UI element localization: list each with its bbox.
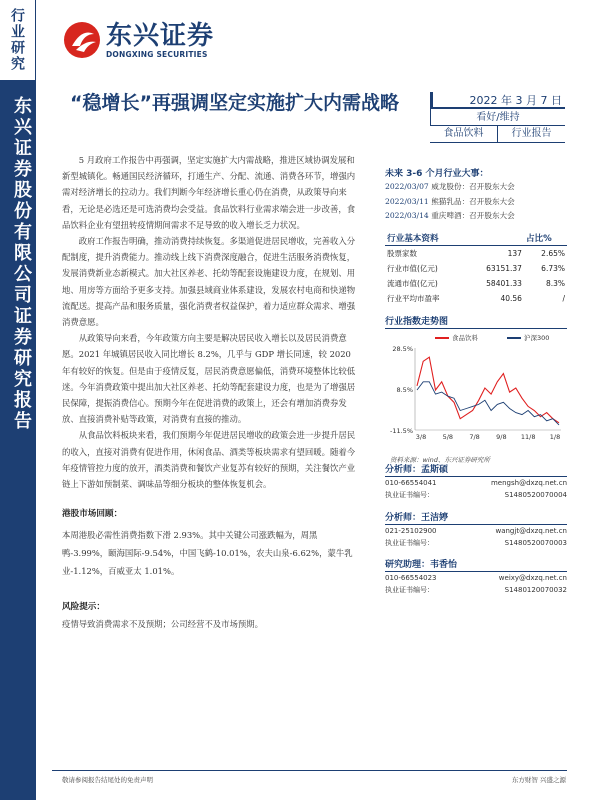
sidebar-label-box [0, 0, 36, 80]
paragraph: 政府工作报告明确，推动消费持续恢复。多渠道促进居民增收，完善收入分配制度，提升消费能力。推动线上线下消费深度融合，促进生活服务消费恢复，发展消费新业态新模式。加大社区养老、托幼等配套设施建设力度，在规划、用地、用房等方面给予更多支持。加强县域商业体系建设，发展农村电商和快递物流配送。提高产品和服务质量，强化消费者权益保护，着力适应群众需求、增强消费意愿。 [62, 236, 356, 328]
event-item: 2022/03/11 熊猫乳品：召开股东大会 [385, 196, 515, 206]
share-header: 占比% [524, 232, 567, 246]
footer-divider [52, 770, 567, 771]
cert-number: S1480520070003 [504, 539, 567, 547]
series-line-1 [417, 357, 559, 423]
table-row: 行业平均市盈率 40.56 / [387, 294, 565, 303]
table-row: 股票家数 137 2.65% [387, 249, 565, 258]
cert-label: 执业证书编号： [385, 586, 434, 594]
x-tick-label: 5/8 [442, 433, 454, 441]
x-tick-label: 7/8 [469, 433, 480, 441]
footer-slogan: 东方财智 兴盛之源 [511, 776, 566, 784]
analyst-name: 研究助理：韦香怡 [385, 557, 567, 572]
paragraph: 从食品饮料板块来看，我们预期今年促进居民增收的政策会进一步提升居民的收入，直接对消费有促进作用，休闲食品、酒类等板块需求有望回暖。随着今年疫情管控力度的放开，酒类消费和餐饮产业复苏有较好的预期，关注餐饮产业链上下游如预制菜、调味品等细分板块的整体恢复机会。 [62, 430, 356, 490]
cert-label: 执业证书编号： [385, 491, 434, 499]
report-info-box [430, 92, 565, 143]
legend-label: 沪深300 [524, 334, 550, 342]
y-tick-label: -11.5% [390, 427, 413, 435]
paragraph: 5 月政府工作报告中再强调，坚定实施扩大内需战略，推进区域协调发展和新型城镇化。畅通国民经济循环，打通生产、分配、流通、消费各环节，增强内需对经济增长的拉动力。我们判断今年经济增长重心仍在消费，从政策导向来看，无论是必选还是可选消费均会受益。食品饮料行业需求端会进一步改善，食品饮料企业有望扭转疫情期间需求不足导致的收入增长乏力状况。 [62, 155, 356, 230]
paragraph: 从政策导向来看，今年政策方向主要是解决居民收入增长以及居民消费意愿。2021 年城镇居民收入同比增长 8.2%，几乎与 GDP 增长同速，较 2020 年有较好的恢复。但是由于疫情反复，居民消费意愿偏低，消费环境整体比较低迷。今年消费政策中提出加大社区养老、托幼等配套建设力度，也是为了增强居民保障，提振消费信心。预期今年在促进消费的政策上，还会有增加消费券发放、直接消费补贴等政策，对消费有直接的推动。 [62, 333, 356, 425]
main-body [62, 152, 357, 492]
footer-disclaimer: 敬请参阅报告结尾处的免责声明 [62, 776, 153, 784]
event-item: 2022/03/14 重庆啤酒：召开股东大会 [385, 211, 515, 220]
logo-english: DONGXING SECURITIES [106, 49, 208, 59]
industry-data-heading: 行业基本资料 [385, 232, 467, 246]
report-date: 2022 年 3 月 7 日 [430, 92, 565, 109]
analyst-name: 分析师：王洁婷 [385, 510, 567, 525]
risk-heading: 风险提示： [62, 602, 105, 612]
report-tags [430, 126, 565, 143]
events-heading: 未来 3-6 个月行业大事： [385, 169, 489, 179]
rating: 看好/维持 [430, 109, 565, 126]
y-tick-label: 28.5% [392, 345, 413, 353]
analyst-phone: 010-66554041 [385, 479, 437, 487]
industry-data-table [385, 232, 567, 306]
analyst-email: weixy@dxzq.net.cn [498, 574, 567, 582]
risk-body: 疫情导致消费需求不及预期；公司经营不及市场预期。 [62, 619, 263, 629]
table-row: 行业市值(亿元) 63151.37 6.73% [387, 264, 565, 273]
report-type-tag: 行业报告 [497, 126, 565, 142]
x-tick-label: 11/8 [520, 433, 536, 441]
hk-market-heading: 港股市场回顾： [62, 509, 123, 519]
company-logo [62, 20, 214, 60]
analyst-phone: 010-66554023 [385, 574, 437, 582]
chart-heading-wrap [385, 314, 567, 329]
logo-chinese: 东兴证券 [106, 20, 215, 51]
sidebar-label: 行业研究 [9, 8, 25, 72]
events-panel [385, 166, 567, 224]
sidebar [0, 0, 36, 800]
index-chart-svg [385, 330, 567, 450]
logo-mark-icon [62, 20, 102, 60]
analyst-email: wangjt@dxzq.net.cn [495, 527, 567, 535]
cert-label: 执业证书编号： [385, 539, 434, 547]
x-tick-label: 9/8 [496, 433, 507, 441]
y-tick-label: 8.5% [396, 386, 413, 394]
index-chart [385, 330, 567, 450]
table-row: 流通市值(亿元) 58401.33 8.3% [387, 279, 565, 288]
chart-heading: 行业指数走势图 [385, 314, 567, 329]
analyst-phone: 021-25102900 [385, 527, 437, 535]
cert-number: S1480520070004 [504, 491, 567, 499]
analyst-block [385, 510, 567, 549]
legend-label: 食品饮料 [452, 334, 478, 342]
analyst-block [385, 557, 567, 596]
analyst-name: 分析师：孟斯硕 [385, 462, 567, 477]
x-tick-label: 3/8 [415, 433, 427, 441]
analyst-block [385, 462, 567, 501]
chart-source: 资料来源：wind、东兴证券研究所 [390, 456, 490, 464]
hk-market-body: 本周港股必需性消费指数下滑 2.93%。其中关键公司涨跌幅为，周黑鸭-3.99%，颐海国际-9.54%，中国飞鹤-10.01%，农夫山泉-6.62%，蒙牛乳业-1.12%，百威亚太 1.01%。 [62, 530, 353, 576]
sidebar-company: 东兴证券股份有限公司证券研究报告 [11, 96, 32, 432]
event-item: 2022/03/07 威龙股份：召开股东大会 [385, 182, 515, 191]
x-tick-label: 1/8 [549, 433, 561, 441]
analyst-email: mengsh@dxzq.net.cn [490, 479, 567, 487]
sector-tag: 食品饮料 [443, 128, 484, 139]
cert-number: S1480120070032 [504, 586, 567, 594]
report-title: “稳增长”再强调坚定实施扩大内需战略 [70, 92, 399, 114]
industry-data-panel [385, 232, 567, 306]
series-line-2 [417, 382, 559, 425]
